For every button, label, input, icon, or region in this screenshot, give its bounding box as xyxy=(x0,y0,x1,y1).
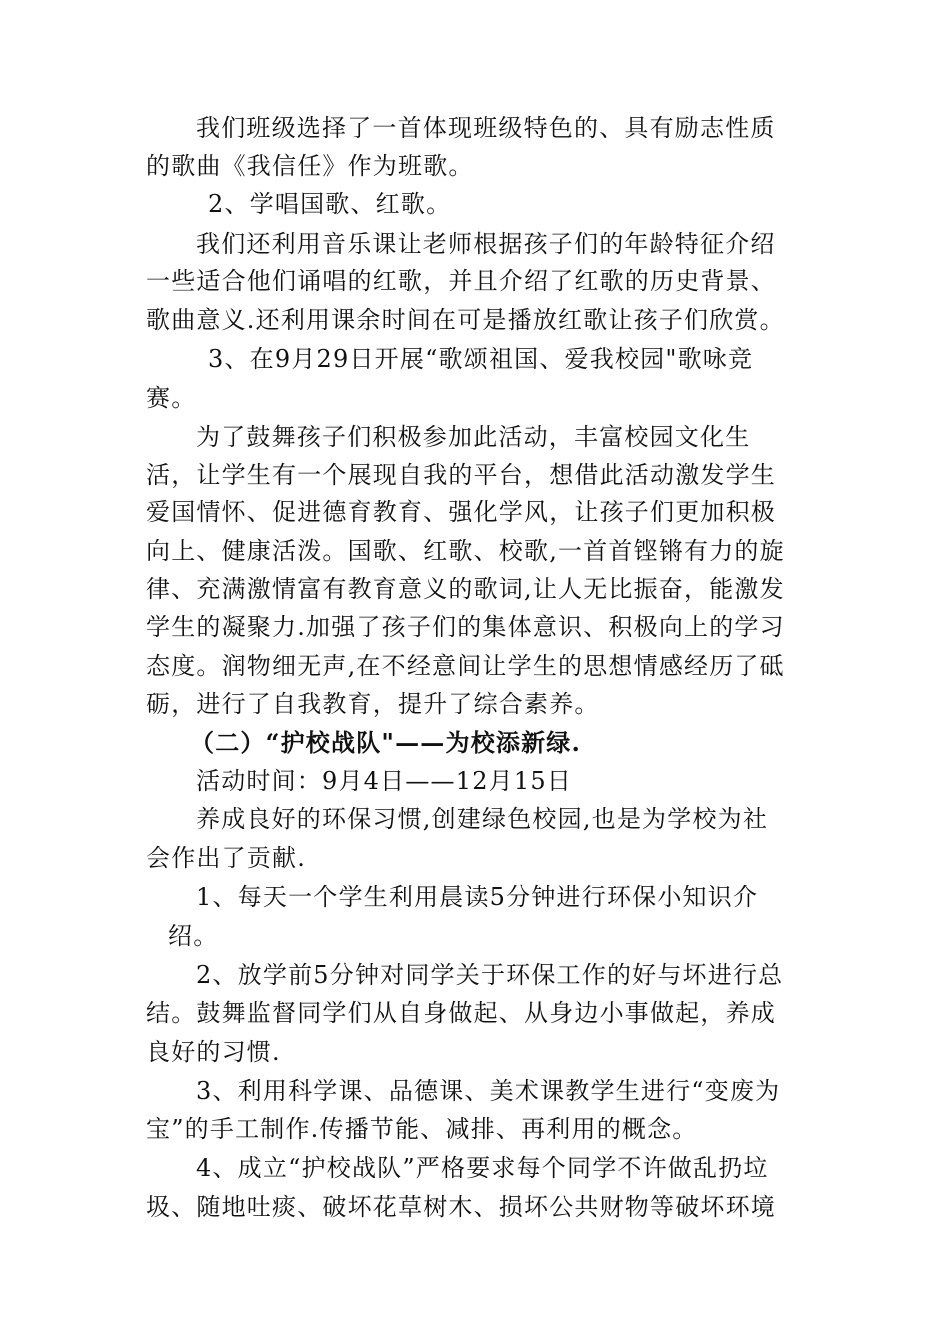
paragraph-line: 歌曲意义.还利用课余时间在可是播放红歌让孩子们欣赏。 xyxy=(146,306,785,334)
list-item: 1、每天一个学生利用晨读5分钟进行环保小知识介 xyxy=(196,883,759,911)
paragraph-line: 砺，进行了自我教育，提升了综合素养。 xyxy=(146,690,600,718)
paragraph-line: 为了鼓舞孩子们积极参加此活动，丰富校园文化生 xyxy=(196,423,751,451)
paragraph-line: 圾、随地吐痰、破坏花草树木、损坏公共财物等破坏环境 xyxy=(146,1193,776,1221)
numbered-heading: 2、学唱国歌、红歌。 xyxy=(208,190,452,218)
list-item: 4、成立“护校战队”严格要求每个同学不许做乱扔垃 xyxy=(196,1154,769,1182)
paragraph-line: 律、充满激情富有教育意义的歌词,让人无比振奋，能激发 xyxy=(146,575,785,603)
list-item: 2、放学前5分钟对同学关于环保工作的好与坏进行总 xyxy=(196,961,784,989)
paragraph-line: 向上、健康活泼。国歌、红歌、校歌,一首首铿锵有力的旋 xyxy=(146,537,785,565)
paragraph-line: 我们班级选择了一首体现班级特色的、具有励志性质 xyxy=(196,114,776,142)
paragraph-line: 的歌曲《我信任》作为班歌。 xyxy=(146,152,474,180)
paragraph-line: 我们还利用音乐课让老师根据孩子们的年龄特征介绍 xyxy=(196,230,776,258)
numbered-heading: 3、在9月29日开展“歌颂祖国、爱我校园"歌咏竞 xyxy=(208,345,754,373)
section-heading: （二）“护校战队"——为校添新绿. xyxy=(190,728,582,757)
paragraph-line: 活，让学生有一个展现自我的平台，想借此活动激发学生 xyxy=(146,461,776,489)
paragraph-line: 一些适合他们诵唱的红歌，并且介绍了红歌的历史背景、 xyxy=(146,267,776,295)
activity-time: 活动时间：9月4日——12月15日 xyxy=(196,767,573,795)
paragraph-line: 态度。润物细无声,在不经意间让学生的思想情感经历了砥 xyxy=(146,652,785,680)
paragraph-line: 爱国情怀、促进德育教育、强化学风，让孩子们更加积极 xyxy=(146,498,776,526)
paragraph-line: 结。鼓舞监督同学们从自身做起、从身边小事做起，养成 xyxy=(146,999,776,1027)
paragraph-line: 宝”的手工制作.传播节能、减排、再利用的概念。 xyxy=(146,1115,698,1143)
list-item: 3、利用科学课、品德课、美术课教学生进行“变废为 xyxy=(196,1077,781,1105)
paragraph-line: 养成良好的环保习惯,创建绿色校园,也是为学校为社 xyxy=(196,805,769,833)
paragraph-line: 学生的凝聚力.加强了孩子们的集体意识、积极向上的学习 xyxy=(146,613,785,641)
paragraph-line: 良好的习惯. xyxy=(146,1038,281,1066)
paragraph-line: 会作出了贡献. xyxy=(146,844,307,872)
paragraph-line: 赛。 xyxy=(146,384,197,412)
list-item-continuation: 绍。 xyxy=(168,922,219,950)
